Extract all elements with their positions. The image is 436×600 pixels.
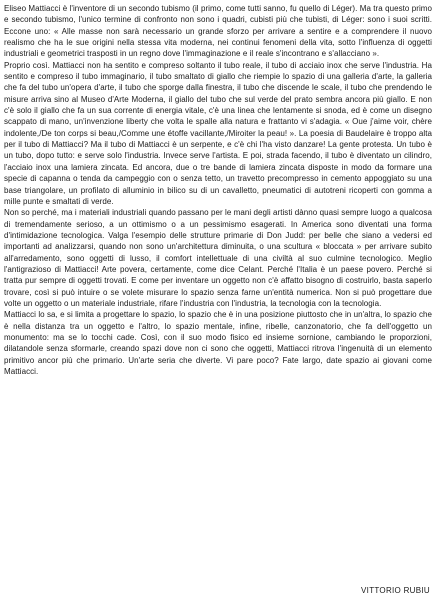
paragraph: Mattiacci lo sa, e si limita a progettare lo spazio, lo spazio che è in una posizione piuttosto che in un'altra, lo spazio che è nella distanza tra un oggetto e l'altro, lo spazio mentale, infine, ribelle, canzonatorio, che fa dell'oggetto un monumento: ma se lo tocchi cade. Così, con il suo modo fisico ed insieme sornione, cambiando le proporzioni, dilatandole senza sformarle, creando spazi dove non ci sono che oggetti, Mattiacci ritrova l'ingenuità di un elemento primitivo ancor più che primario. Un'arte seria che diverte. Vi pare poco? Fate largo, date spazio ai giovani come Mattiacci.: [4, 310, 432, 376]
paragraph: Non so perché, ma i materiali industriali quando passano per le mani degli artisti dànno quasi sempre luogo a qualcosa di tremendamente serioso, a un ottimismo o a un pessimismo esagerati. In America sono diventati una forma d'intimidazione tecnologica. Valga l'esempio delle strutture primarie di Don Judd: per belle che siano a vedersi ed importanti ad analizzarsi, quando non sono un'architettura diminuita, o una scultura « bloccata » per arrivare subito all'arredamento, sono oggetti di lusso, il comfort intellettuale di una civiltà al suo culmine tecnologico. Meglio l'antigrazioso di Mattiacci! Arte povera, certamente, come dice Celant. Perché l'Italia è un paese povero. Perché si tratta pur sempre di oggetti trovati. E come per inventare un oggetto non c'è affatto bisogno di costruirlo, basta saperlo trovare, così si può intuire o se volete misurare lo spazio senza farne un'entità numerica. Non si può progettare due volte un oggetto o un materiale industriale, rifare l'industria con l'industria, la tecnologia con la tecnologia.: [4, 208, 432, 308]
paragraph: Eliseo Mattiacci è l'inventore di un secondo tubismo (il primo, come tutti sanno, fu quello di Léger). Ma tra questo primo e secondo tubismo, l'unico termine di confronto non sono i quadri, cubisti più che tubisti, di Léger: sono i suoi scritti. Eccone uno: « Alle masse non sarà necessario un grande sforzo per arrivare a sentire e a comprendere il nuovo realismo che ha le sue origini nella stessa vita moderna, nei continui fenomeni della vita, sotto l'influenza di oggetti industriali e geometrici trasposti in un regno dove l'immaginazione e il reale s'incontrano e s'allacciano ».: [4, 4, 432, 59]
paragraph: Proprio così. Mattiacci non ha sentito e compreso soltanto il tubo reale, il tubo di acciaio inox che serve l'industria. Ha sentito e compreso il tubo immaginario, il tubo smaltato di giallo che riempie lo spazio di una galleria d'arte, la galleria che fa del tubo un'opera d'arte, il tubo che sporge dalla finestra, il tubo che discende le scale, il tubo che prendendo le misure arriva sino al Museo d'Arte Moderna, il giallo del tubo che sul verde del prato sembra ancora più giallo. E non c'è solo il giallo che fa un sua corrente di energia vitale, c'è una linea che lentamente si snoda, ed è come un disegno scappato di mano, un'invenzione liberty che volta le spalle alla natura e frattanto vi s'adagia. « Oue j'aime voir, chère indolente,/De ton corps si beau,/Comme une étoffe vacillante,/Miroiter la peau! ». La poesia di Baudelaire è troppo alta per il tubo di Mattiacci? Ma il tubo di Mattiacci è un serpente, e c'è chi l'ha visto danzare! La gente protesta. Un tubo è un tubo, dopo tutto: e serve solo l'industria. Invece serve l'artista. E poi, strada facendo, il tubo è diventato un cilindro, l'acciaio inox una lamiera zincata. Ed ancora, due o tre bande di lamiera zincata disposte in modo da formare una specie di capanna o tenda da campeggio con o senza tetto, un travetto precompresso in cemento appoggiato su una base triangolare, un profilato di alluminio in bilico su di un cavalletto, pneumatici di autotreni ricoperti con gomma a mille punte e smaltati di verde.: [4, 60, 432, 206]
author-signature: VITTORIO RUBIU: [361, 586, 430, 595]
article-body: [4, 3, 432, 377]
